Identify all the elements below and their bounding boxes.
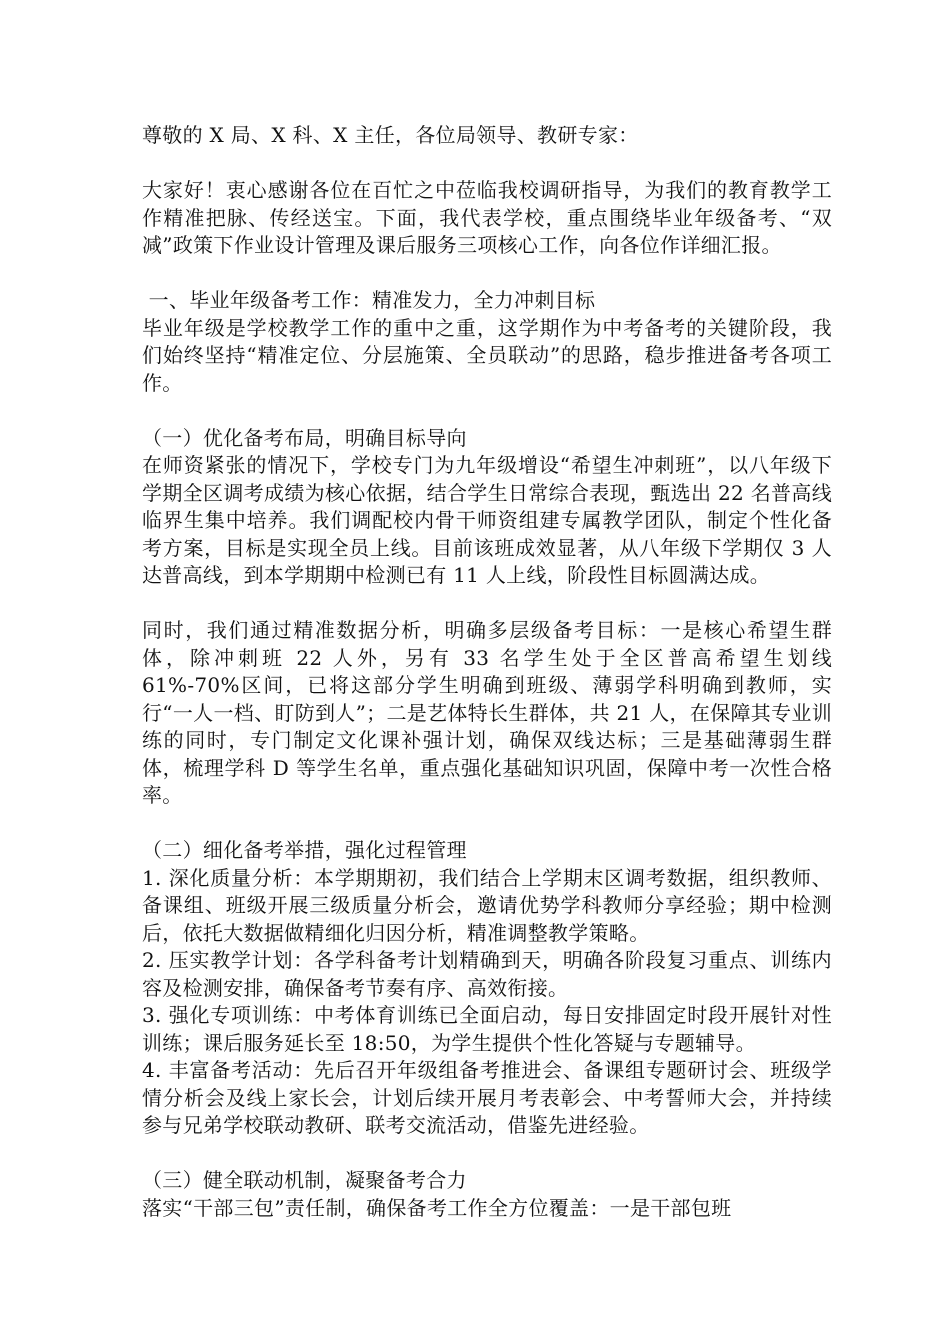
subsection-1-heading: （一）优化备考布局，明确目标导向 — [142, 425, 467, 450]
subsection-3-heading: （三）健全联动机制，凝聚备考合力 — [142, 1168, 467, 1192]
section-1-paragraph: 毕业年级是学校教学工作的重中之重，这学期作为中考备考的关键阶段，我们始终坚持“精准定位、分层施策、全员联动”的思路，稳步推进备考各项工作。 — [142, 315, 832, 395]
subsection-2-heading: （二）细化备考举措，强化过程管理 — [142, 838, 467, 862]
list-item-exam-activities: 4. 丰富备考活动：先后召开年级组备考推进会、备课组专题研讨会、班级学情分析会及线上家长会，计划后续开展月考表彰会、中考誓师大会，并持续参与兄弟学校联动教研、联考交流活动，借鉴先进经验。 — [142, 1058, 832, 1137]
intro-paragraph: 大家好！衷心感谢各位在百忙之中莅临我校调研指导，为我们的教育教学工作精准把脉、传经送宝。下面，我代表学校，重点围绕毕业年级备考、“双减”政策下作业设计管理及课后服务三项核心工作，向各位作详细汇报。 — [142, 178, 832, 257]
section-1-heading: 一、毕业年级备考工作：精准发力，全力冲刺目标 — [142, 288, 596, 312]
salutation: 尊敬的 X 局、X 科、X 主任，各位局领导、教研专家： — [142, 123, 639, 147]
document-page — [142, 122, 832, 1222]
subsection-3-paragraph: 落实“干部三包”责任制，确保备考工作全方位覆盖：一是干部包班 — [142, 1195, 732, 1220]
list-item-teaching-plan: 2. 压实教学计划：各学科备考计划精确到天，明确各阶段复习重点、训练内容及检测安排，确保备考节奏有序、高效衔接。 — [142, 948, 832, 1000]
subsection-1-paragraph-2: 同时，我们通过精准数据分析，明确多层级备考目标：一是核心希望生群体，除冲刺班 22 人外，另有 33 名学生处于全区普高希望生划线 61%-70%区间，已将这部分学生明确到班级、薄弱学科明确到教师，实行“一人一档、盯防到人”；二是艺体特长生群体，共 21 人，在保障其专业训练的同时，专门制定文化课补强计划，确保双线达标；三是基础薄弱生群体，梳理学科 D 等学生名单，重点强化基础知识巩固，保障中考一次性合格率。 — [142, 618, 832, 807]
subsection-1-paragraph-1: 在师资紧张的情况下，学校专门为九年级增设“希望生冲刺班”，以八年级下学期全区调考成绩为核心依据，结合学生日常综合表现，甄选出 22 名普高线临界生集中培养。我们调配校内骨干师资组建专属教学团队，制定个性化备考方案，目标是实现全员上线。目前该班成效显著，从八年级下学期仅 3 人达普高线，到本学期期中检测已有 11 人上线，阶段性目标圆满达成。 — [142, 453, 832, 587]
list-item-special-training: 3. 强化专项训练：中考体育训练已全面启动，每日安排固定时段开展针对性训练；课后服务延长至 18:50，为学生提供个性化答疑与专题辅导。 — [142, 1003, 832, 1055]
list-item-quality-analysis: 1. 深化质量分析：本学期期初，我们结合上学期末区调考数据，组织教师、备课组、班级开展三级质量分析会，邀请优势学科教师分享经验；期中检测后，依托大数据做精细化归因分析，精准调整教学策略。 — [142, 865, 832, 945]
